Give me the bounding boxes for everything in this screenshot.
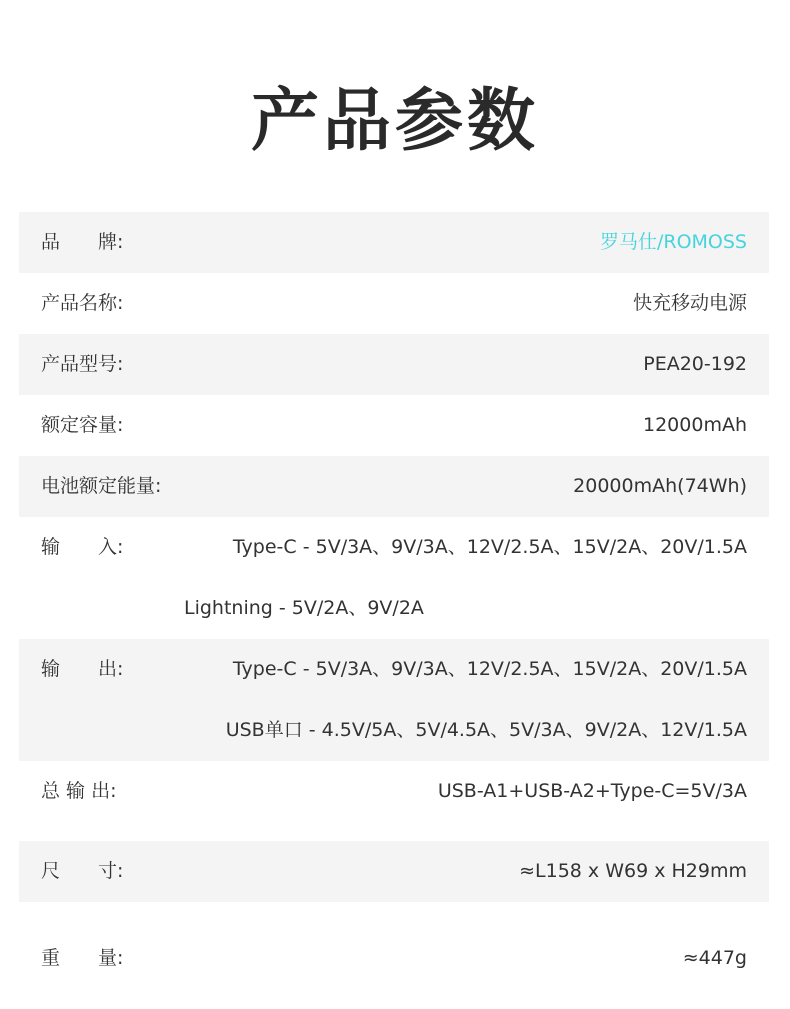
spec-row-rated-capacity xyxy=(19,395,769,456)
spec-label: 尺 寸: xyxy=(41,860,124,882)
spec-value: 12000mAh xyxy=(643,414,747,436)
spacer xyxy=(19,902,769,928)
spec-label: 额定容量: xyxy=(41,414,124,436)
spec-label: 输 出: xyxy=(41,658,124,680)
spec-label: 品 牌: xyxy=(41,231,124,253)
spacer xyxy=(19,822,769,841)
spec-value-line: USB单口 - 4.5V/5A、5V/4.5A、5V/3A、9V/2A、12V/1.5A xyxy=(225,719,747,741)
spec-value-line: Type-C - 5V/3A、9V/3A、12V/2.5A、15V/2A、20V/1.5A xyxy=(232,536,747,558)
spec-row-total-output xyxy=(19,761,769,822)
spec-label: 产品型号: xyxy=(41,353,124,375)
spec-value-line: Type-C - 5V/3A、9V/3A、12V/2.5A、15V/2A、20V/1.5A xyxy=(232,658,747,680)
spec-row-battery-energy xyxy=(19,456,769,517)
spec-row-brand xyxy=(19,212,769,273)
spec-value-line: Lightning - 5V/2A、9V/2A xyxy=(184,597,424,619)
spec-value: 快充移动电源 xyxy=(632,292,747,314)
spec-label: 产品名称: xyxy=(41,292,124,314)
spec-row-output xyxy=(19,639,769,761)
spec-value-brand: 罗马仕/ROMOSS xyxy=(599,231,747,253)
spec-table xyxy=(19,212,769,989)
spec-row-weight xyxy=(19,928,769,989)
spec-label: 电池额定能量: xyxy=(41,475,162,497)
spec-value: 20000mAh(74Wh) xyxy=(573,475,747,497)
spec-row-size xyxy=(19,841,769,902)
page-title: 产品参数 xyxy=(250,82,539,161)
spec-value: ≈447g xyxy=(682,947,747,969)
spec-label: 输 入: xyxy=(41,536,124,558)
spec-row-product-name xyxy=(19,273,769,334)
spec-value: ≈L158 x W69 x H29mm xyxy=(519,860,747,882)
spec-row-input xyxy=(19,517,769,639)
spec-value: USB-A1+USB-A2+Type-C=5V/3A xyxy=(437,780,747,802)
spec-label: 重 量: xyxy=(41,947,124,969)
spec-row-model xyxy=(19,334,769,395)
spec-label: 总 输 出: xyxy=(41,780,117,802)
spec-value: PEA20-192 xyxy=(643,353,747,375)
